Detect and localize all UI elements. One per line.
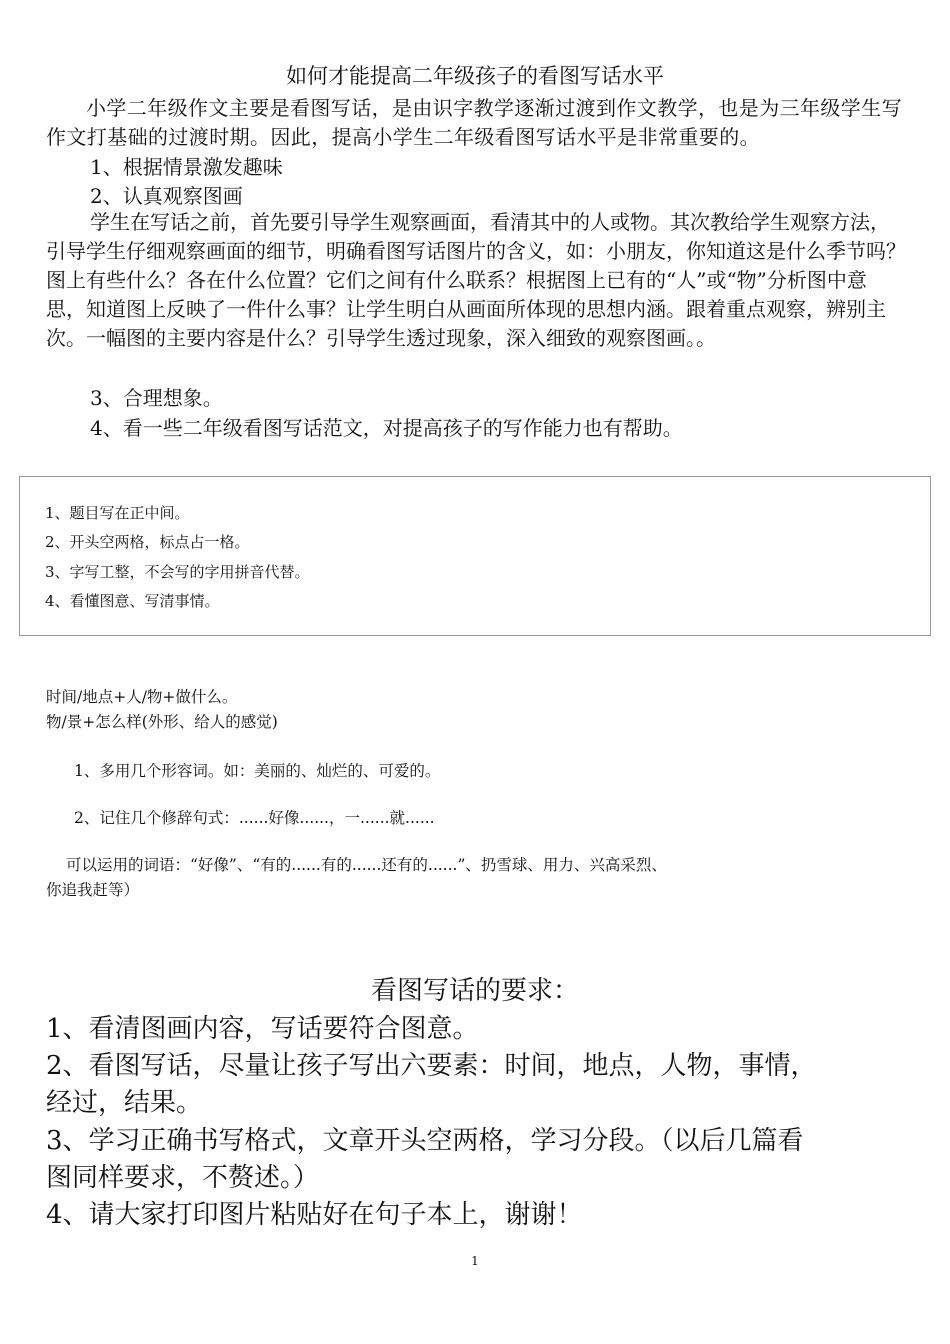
box-rule-4: 4、看懂图意、写清事情。: [45, 592, 220, 610]
words-line-2: 你追我赶等）: [46, 881, 140, 899]
intro-paragraph: 小学二年级作文主要是看图写话，是由识字教学逐渐过渡到作文教学，也是为三年级学生写作文打基础的过渡时期。因此，提高小学生二年级看图写话水平是非常重要的。: [46, 96, 902, 149]
words-line-1: 可以运用的词语：“好像”、“有的......有的......还有的......”、扔雪球、用力、兴高采烈、: [66, 856, 667, 874]
page-number: 1: [471, 1254, 479, 1268]
writing-rules-box: [19, 476, 931, 636]
tip-1: 1、根据情景激发趣味: [90, 155, 283, 179]
tip-3: 3、合理想象。: [90, 386, 223, 410]
box-rule-2: 2、开头空两格，标点占一格。: [45, 533, 250, 551]
requirement-4: 4、请大家打印图片粘贴好在句子本上，谢谢！: [46, 1200, 583, 1230]
requirement-2-cont: 经过，结果。: [46, 1088, 203, 1118]
observe-paragraph: 学生在写话之前，首先要引导学生观察画面，看清其中的人或物。其次教给学生观察方法，引导学生仔细观察画面的细节，明确看图写话图片的含义，如：小朋友，你知道这是什么季节吗？图上有些什么？各在什么位置？它们之间有什么联系？根据图上已有的“人”或“物”分析图中意思，知道图上反映了一件什么事？让学生明白从画面所体现的思想内涵。跟着重点观察，辨别主次。一幅图的主要内容是什么？引导学生透过现象，深入细致的观察图画。。: [46, 210, 906, 350]
requirement-1: 1、看清图画内容，写话要符合图意。: [46, 1014, 479, 1044]
formula-2: 物/景+怎么样(外形、给人的感觉): [46, 713, 278, 731]
hint-2: 2、记住几个修辞句式：......好像......，一......就......: [74, 809, 435, 827]
document-title: 如何才能提高二年级孩子的看图写话水平: [286, 64, 664, 88]
requirement-3-cont: 图同样要求，不赘述。）: [46, 1163, 320, 1193]
tip-4: 4、看一些二年级看图写话范文，对提高孩子的写作能力也有帮助。: [90, 416, 683, 440]
tip-2: 2、认真观察图画: [90, 184, 243, 208]
requirement-3: 3、学习正确书写格式，文章开头空两格，学习分段。（以后几篇看: [46, 1126, 804, 1156]
requirements-heading: 看图写话的要求：: [370, 976, 579, 1006]
formula-1: 时间/地点+人/物+做什么。: [46, 688, 238, 706]
hint-1: 1、多用几个形容词。如：美丽的、灿烂的、可爱的。: [74, 762, 441, 780]
box-rule-1: 1、题目写在正中间。: [45, 504, 190, 522]
requirement-2: 2、看图写话，尽量让孩子写出六要素：时间，地点，人物，事情，: [46, 1051, 817, 1081]
box-rule-3: 3、字写工整，不会写的字用拼音代替。: [45, 563, 310, 581]
